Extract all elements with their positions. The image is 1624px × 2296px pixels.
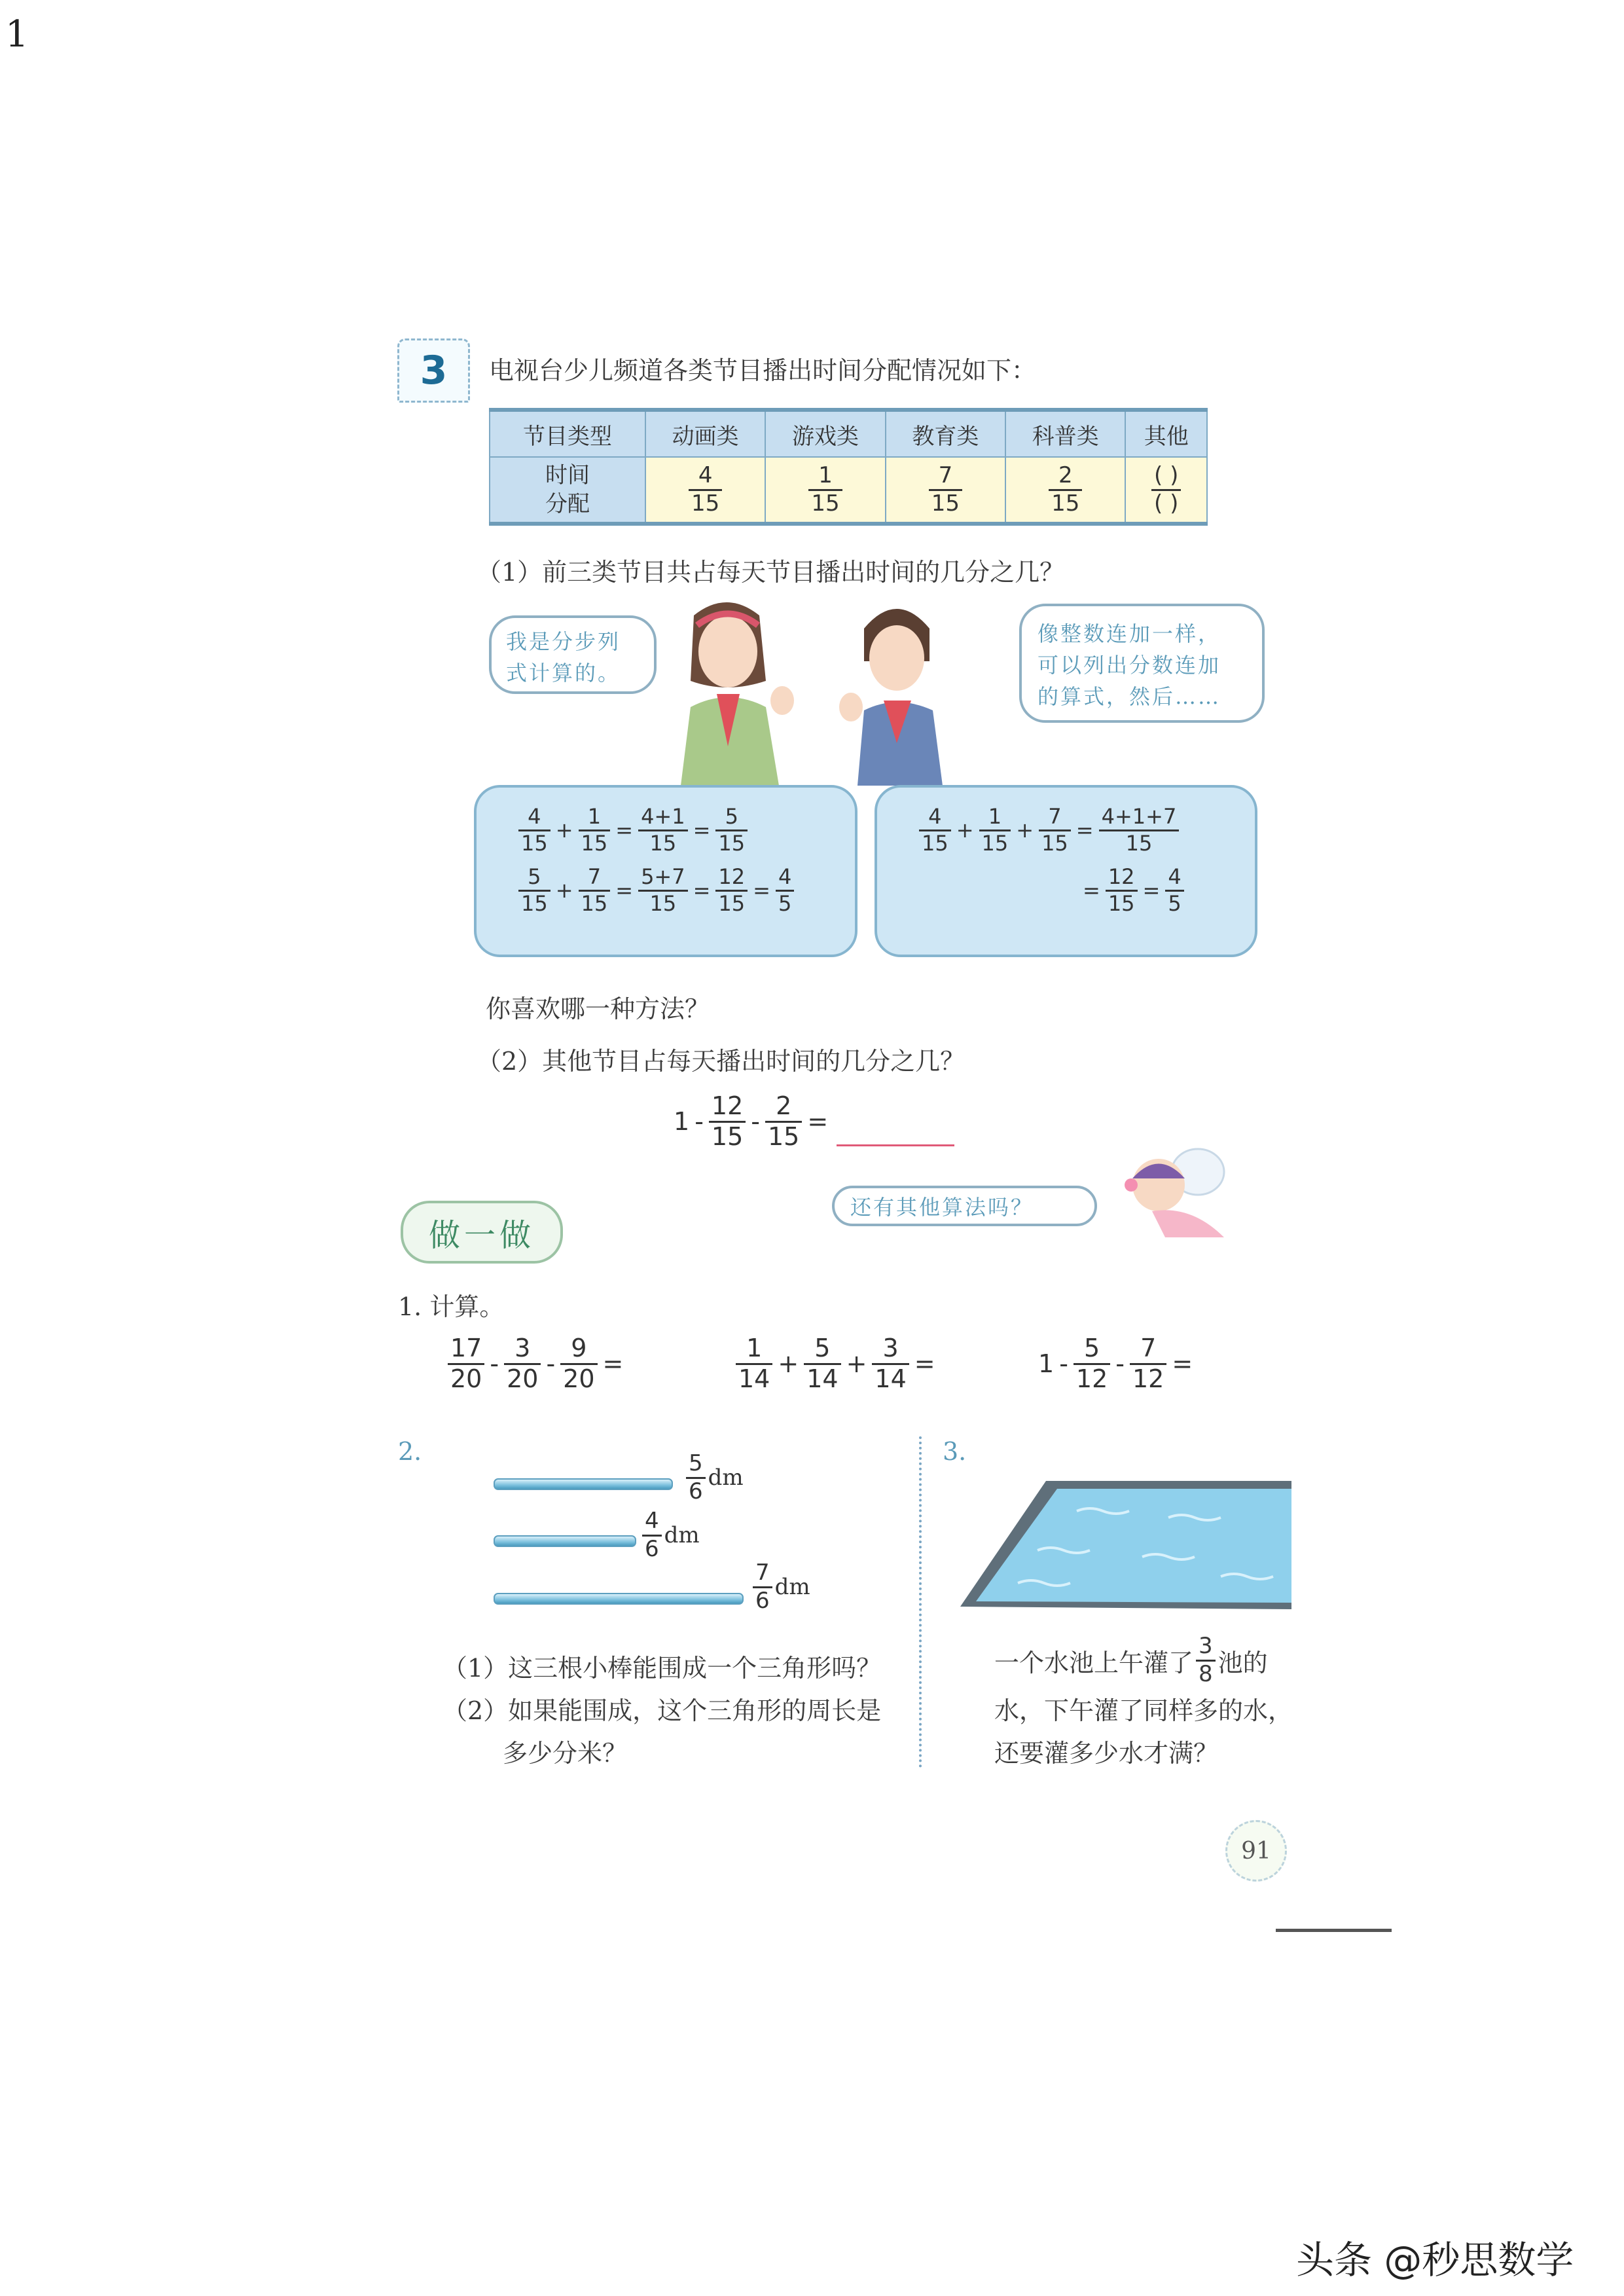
fraction xyxy=(642,1510,662,1561)
operator: - xyxy=(1115,1349,1125,1379)
denominator: 15 xyxy=(1041,830,1068,856)
operator: = xyxy=(615,878,634,903)
pool-illustration xyxy=(959,1478,1293,1611)
exercise-1-expression xyxy=(733,1336,938,1393)
fraction xyxy=(808,464,842,515)
fraction xyxy=(579,806,611,854)
numerator: 5 xyxy=(528,864,541,890)
question-1: （1）前三类节目共占每天节目播出时间的几分之几？ xyxy=(477,558,1065,587)
question-2-expression xyxy=(671,1093,831,1150)
table-column-header: 动画类 xyxy=(645,410,765,457)
operator: = xyxy=(1083,878,1100,903)
fraction xyxy=(804,1336,840,1393)
page-marker: 1 xyxy=(5,13,29,56)
numerator: 4+1 xyxy=(641,804,685,829)
table-column-header: 教育类 xyxy=(886,410,1005,457)
exercise-2-question-1: （1）这三根小棒能围成一个三角形吗？ xyxy=(442,1654,882,1683)
bubble-line: 式计算的。 xyxy=(506,661,621,685)
fraction xyxy=(504,1336,541,1393)
fraction xyxy=(518,866,550,915)
exercise-2-label: 2. xyxy=(398,1437,422,1466)
problem-title: 电视台少儿频道各类节目播出时间分配情况如下： xyxy=(489,356,1037,385)
fraction xyxy=(1106,866,1138,915)
denominator: ( ) xyxy=(1154,490,1179,517)
denominator: 5 xyxy=(1168,890,1182,916)
numerator: 5 xyxy=(689,1450,703,1476)
fraction xyxy=(753,1561,772,1613)
denominator: 15 xyxy=(922,830,948,856)
table-value-row xyxy=(490,457,1207,524)
fraction xyxy=(929,464,962,515)
problem-number-badge: 3 xyxy=(397,338,470,403)
rod-length-label xyxy=(683,1452,744,1503)
denominator: 15 xyxy=(1108,890,1135,916)
numerator: 5+7 xyxy=(641,864,685,890)
denominator: 15 xyxy=(649,830,677,856)
numerator: 12 xyxy=(711,1091,744,1120)
exercise-3-label: 3. xyxy=(943,1437,967,1466)
operator: + xyxy=(555,878,573,903)
girl-speech-bubble xyxy=(489,615,657,694)
denominator: 15 xyxy=(581,830,608,856)
fraction xyxy=(638,866,688,915)
fraction xyxy=(518,806,550,854)
bubble-line: 像整数连加一样， xyxy=(1038,621,1221,646)
fraction xyxy=(689,464,722,515)
exercise-3-line-2: 水，下午灌了同样多的水， xyxy=(994,1696,1293,1725)
fraction xyxy=(736,1336,772,1393)
fraction xyxy=(1049,464,1082,515)
fraction xyxy=(765,1093,802,1150)
numerator: 7 xyxy=(938,462,953,488)
numerator: 2 xyxy=(1058,462,1073,488)
prefer-method-question: 你喜欢哪一种方法？ xyxy=(486,994,710,1023)
bubble-line: 的算式，然后…… xyxy=(1038,684,1221,709)
operator: = xyxy=(1172,1349,1193,1379)
program-time-table xyxy=(489,408,1208,526)
numerator: 12 xyxy=(718,864,746,890)
unit: dm xyxy=(664,1522,700,1549)
operator: - xyxy=(695,1107,704,1137)
numerator: 7 xyxy=(1140,1334,1157,1362)
denominator: 15 xyxy=(711,1121,744,1151)
rod-3 xyxy=(494,1593,744,1605)
denominator: 14 xyxy=(806,1364,839,1393)
fraction xyxy=(1151,464,1181,515)
numerator: 12 xyxy=(1108,864,1135,890)
text: 池的 xyxy=(1218,1648,1268,1677)
practice-section-badge: 做一做 xyxy=(401,1201,563,1264)
numerator: 3 xyxy=(1199,1633,1213,1659)
numerator: 7 xyxy=(587,864,602,890)
exercise-1-expression xyxy=(1036,1336,1195,1393)
step-by-step-calc-box xyxy=(474,785,857,957)
operator: + xyxy=(846,1349,867,1379)
numerator: 1 xyxy=(587,804,602,829)
fraction xyxy=(1099,806,1180,854)
calc-line xyxy=(516,866,816,915)
denominator: 15 xyxy=(718,830,746,856)
exercise-2-question-2: （2）如果能围成，这个三角形的周长是 xyxy=(442,1696,882,1725)
rod-1 xyxy=(494,1478,673,1490)
fraction xyxy=(872,1336,909,1393)
bubble-line: 可以列出分数连加 xyxy=(1038,653,1221,678)
table-column-header: 其他 xyxy=(1125,410,1207,457)
numerator: 17 xyxy=(450,1334,482,1362)
row-header-line: 时间 xyxy=(545,462,590,488)
denominator: 15 xyxy=(1051,490,1080,517)
operator: = xyxy=(693,878,711,903)
question-2: （2）其他节目占每天播出时间的几分之几？ xyxy=(477,1047,965,1076)
calc-line xyxy=(516,806,816,854)
denominator: 5 xyxy=(778,890,792,916)
text: 一个水池上午灌了 xyxy=(994,1648,1194,1677)
fraction xyxy=(1165,866,1183,915)
rod-length-label xyxy=(750,1561,810,1613)
answer-blank[interactable] xyxy=(837,1144,954,1146)
numerator: 2 xyxy=(776,1091,792,1120)
denominator: 15 xyxy=(1125,830,1153,856)
denominator: 20 xyxy=(563,1364,595,1393)
denominator: 15 xyxy=(521,830,548,856)
denominator: 14 xyxy=(875,1364,907,1393)
boy-speech-bubble xyxy=(1019,604,1265,723)
fraction xyxy=(1074,1336,1110,1393)
unit: dm xyxy=(708,1465,744,1491)
denominator: 15 xyxy=(691,490,720,517)
exercise-1-expression xyxy=(445,1336,626,1393)
operator: = xyxy=(693,818,711,843)
fraction xyxy=(1196,1635,1216,1686)
watermark: 头条 @秒思数学 xyxy=(1296,2238,1574,2282)
fraction xyxy=(715,806,748,854)
numerator: 3 xyxy=(882,1334,899,1362)
table-header-row xyxy=(490,410,1207,457)
operator: 1 xyxy=(1038,1349,1055,1379)
denominator: 15 xyxy=(981,830,1009,856)
denominator: 6 xyxy=(755,1587,770,1614)
operator: + xyxy=(555,818,573,843)
exercise-1-label: 1. 计算。 xyxy=(398,1292,505,1321)
calc-line xyxy=(916,806,1216,854)
numerator: 1 xyxy=(818,462,833,488)
girl-figure xyxy=(681,602,794,786)
table-row-header xyxy=(490,457,645,524)
fraction xyxy=(919,806,951,854)
fraction xyxy=(686,1452,706,1503)
table-cell-fraction xyxy=(886,457,1005,524)
numerator: 4 xyxy=(645,1508,659,1534)
denominator: 15 xyxy=(649,890,677,916)
rod-length-label xyxy=(640,1510,700,1561)
operator: = xyxy=(807,1107,829,1137)
operator: = xyxy=(615,818,634,843)
table-column-header: 科普类 xyxy=(1005,410,1125,457)
table-row-header: 节目类型 xyxy=(490,410,645,457)
denominator: 15 xyxy=(931,490,960,517)
fraction xyxy=(1039,806,1071,854)
table-cell-fraction xyxy=(1125,457,1207,524)
children-illustration xyxy=(655,589,1021,786)
fraction xyxy=(1130,1336,1166,1393)
operator: + xyxy=(778,1349,799,1379)
numerator: 5 xyxy=(1083,1334,1100,1362)
fraction xyxy=(715,866,748,915)
denominator: 15 xyxy=(581,890,608,916)
numerator: 4 xyxy=(698,462,713,488)
numerator: 5 xyxy=(725,804,738,829)
divider-line xyxy=(1276,1929,1392,1932)
operator: = xyxy=(1142,878,1161,903)
fraction xyxy=(979,806,1011,854)
page-number: 91 xyxy=(1225,1820,1287,1882)
fairy-speech-bubble: 还有其他算法吗？ xyxy=(832,1186,1097,1226)
operator: = xyxy=(914,1349,935,1379)
numerator: 1 xyxy=(988,804,1002,829)
numerator: 3 xyxy=(514,1334,531,1362)
operator: - xyxy=(546,1349,556,1379)
numerator: 4 xyxy=(528,804,541,829)
operator: - xyxy=(751,1107,760,1137)
rod-2 xyxy=(494,1535,636,1547)
numerator: 4+1+7 xyxy=(1101,804,1177,829)
fairy-illustration xyxy=(1106,1139,1244,1250)
operator: = xyxy=(602,1349,624,1379)
operator: + xyxy=(956,818,974,843)
exercise-2-question-2-cont: 多少分米？ xyxy=(503,1739,628,1768)
denominator: 8 xyxy=(1199,1660,1213,1687)
denominator: 15 xyxy=(811,490,840,517)
numerator: ( ) xyxy=(1154,462,1179,488)
fraction xyxy=(560,1336,597,1393)
numerator: 9 xyxy=(571,1334,587,1362)
operator: 1 xyxy=(674,1107,690,1137)
numerator: 7 xyxy=(755,1559,770,1586)
numerator: 4 xyxy=(928,804,942,829)
operator: = xyxy=(753,878,770,903)
table-cell-fraction xyxy=(645,457,765,524)
numerator: 5 xyxy=(814,1334,831,1362)
table-cell-fraction xyxy=(1005,457,1125,524)
column-divider xyxy=(919,1436,922,1768)
numerator: 1 xyxy=(746,1334,763,1362)
numerator: 7 xyxy=(1048,804,1062,829)
denominator: 12 xyxy=(1075,1364,1108,1393)
operator: + xyxy=(1016,818,1034,843)
bubble-line: 我是分步列 xyxy=(506,629,621,654)
fraction xyxy=(776,866,794,915)
operator: - xyxy=(1059,1349,1068,1379)
operator: - xyxy=(490,1349,499,1379)
denominator: 20 xyxy=(507,1364,539,1393)
denominator: 6 xyxy=(645,1535,659,1562)
fraction xyxy=(448,1336,484,1393)
denominator: 15 xyxy=(718,890,746,916)
denominator: 14 xyxy=(738,1364,770,1393)
unit: dm xyxy=(774,1574,810,1601)
boy-figure xyxy=(839,609,943,786)
numerator: 4 xyxy=(1168,864,1182,890)
table-cell-fraction xyxy=(765,457,885,524)
combined-calc-box xyxy=(875,785,1257,957)
denominator: 6 xyxy=(689,1478,703,1504)
fraction xyxy=(638,806,688,854)
exercise-3-line-3: 还要灌多少水才满？ xyxy=(994,1739,1219,1768)
row-header-line: 分配 xyxy=(545,491,590,517)
table-column-header: 游戏类 xyxy=(765,410,885,457)
denominator: 15 xyxy=(521,890,548,916)
fraction xyxy=(709,1093,746,1150)
calc-line xyxy=(916,866,1216,915)
fraction xyxy=(579,866,611,915)
numerator: 4 xyxy=(778,864,792,890)
denominator: 12 xyxy=(1132,1364,1164,1393)
exercise-3-line-1 xyxy=(994,1635,1268,1686)
operator: = xyxy=(1075,818,1094,843)
denominator: 15 xyxy=(767,1121,800,1151)
denominator: 20 xyxy=(450,1364,482,1393)
